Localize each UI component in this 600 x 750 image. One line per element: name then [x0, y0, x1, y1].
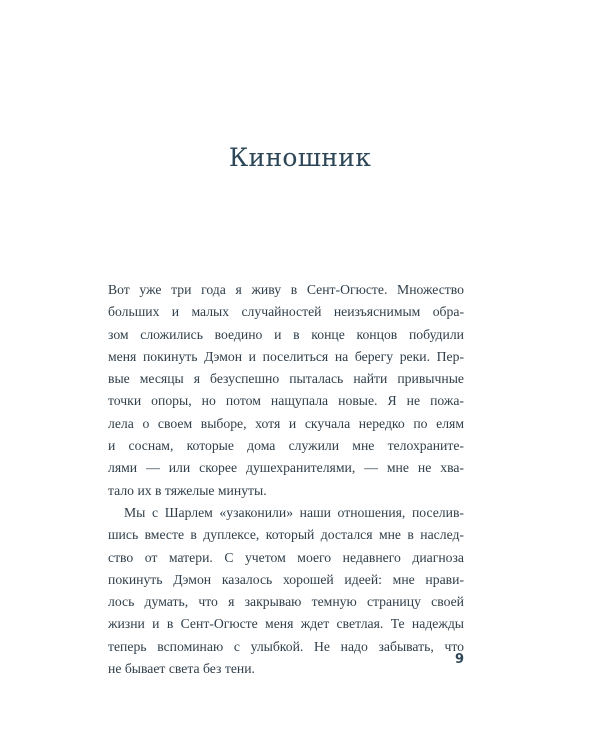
page-number: 9	[454, 652, 464, 667]
text-line: не бывает света без тени.	[108, 661, 255, 677]
text-line: покинуть Дэмон казалось хорошей идеей: мне нрави-	[108, 571, 464, 587]
text-line: ство от матери. С учетом моего недавнего диагноза	[108, 549, 464, 565]
text-line: шись вместе в дуплексе, который достался мне в наслед-	[108, 527, 464, 543]
body-text	[108, 279, 464, 680]
chapter-title: Киношник	[228, 143, 372, 172]
text-line: точки опоры, но потом нащупала новые. Я не пожа-	[108, 393, 464, 409]
text-line: лось думать, что я закрываю темную страницу своей	[108, 594, 464, 610]
text-line: жизни и в Сент-Огюсте меня ждет светлая. Те надежды	[108, 616, 464, 632]
text-line: больших и малых случайностей неизъяснимым обра-	[108, 304, 464, 320]
text-line: Вот уже три года я живу в Сент-Огюсте. Множество	[108, 282, 464, 297]
paragraph	[108, 502, 464, 680]
text-line: теперь вспоминаю с улыбкой. Не надо забывать, что	[108, 638, 464, 654]
text-line: и соснам, которые дома служили мне телохраните-	[108, 438, 464, 454]
text-line: тало их в тяжелые минуты.	[108, 482, 267, 498]
text-line: лела о своем выборе, хотя и скучала нередко по елям	[108, 415, 464, 431]
text-line: меня покинуть Дэмон и поселиться на берегу реки. Пер-	[108, 348, 464, 364]
text-line: вые месяцы я безуспешно пыталась найти привычные	[108, 371, 464, 387]
text-line: Мы с Шарлем «узаконили» наши отношения, поселив-	[124, 504, 464, 520]
paragraph	[108, 279, 464, 502]
text-line: зом сложились воедино и в конце концов побудили	[108, 326, 464, 342]
text-line: лями — или скорее душехранителями, — мне не хва-	[108, 460, 464, 476]
